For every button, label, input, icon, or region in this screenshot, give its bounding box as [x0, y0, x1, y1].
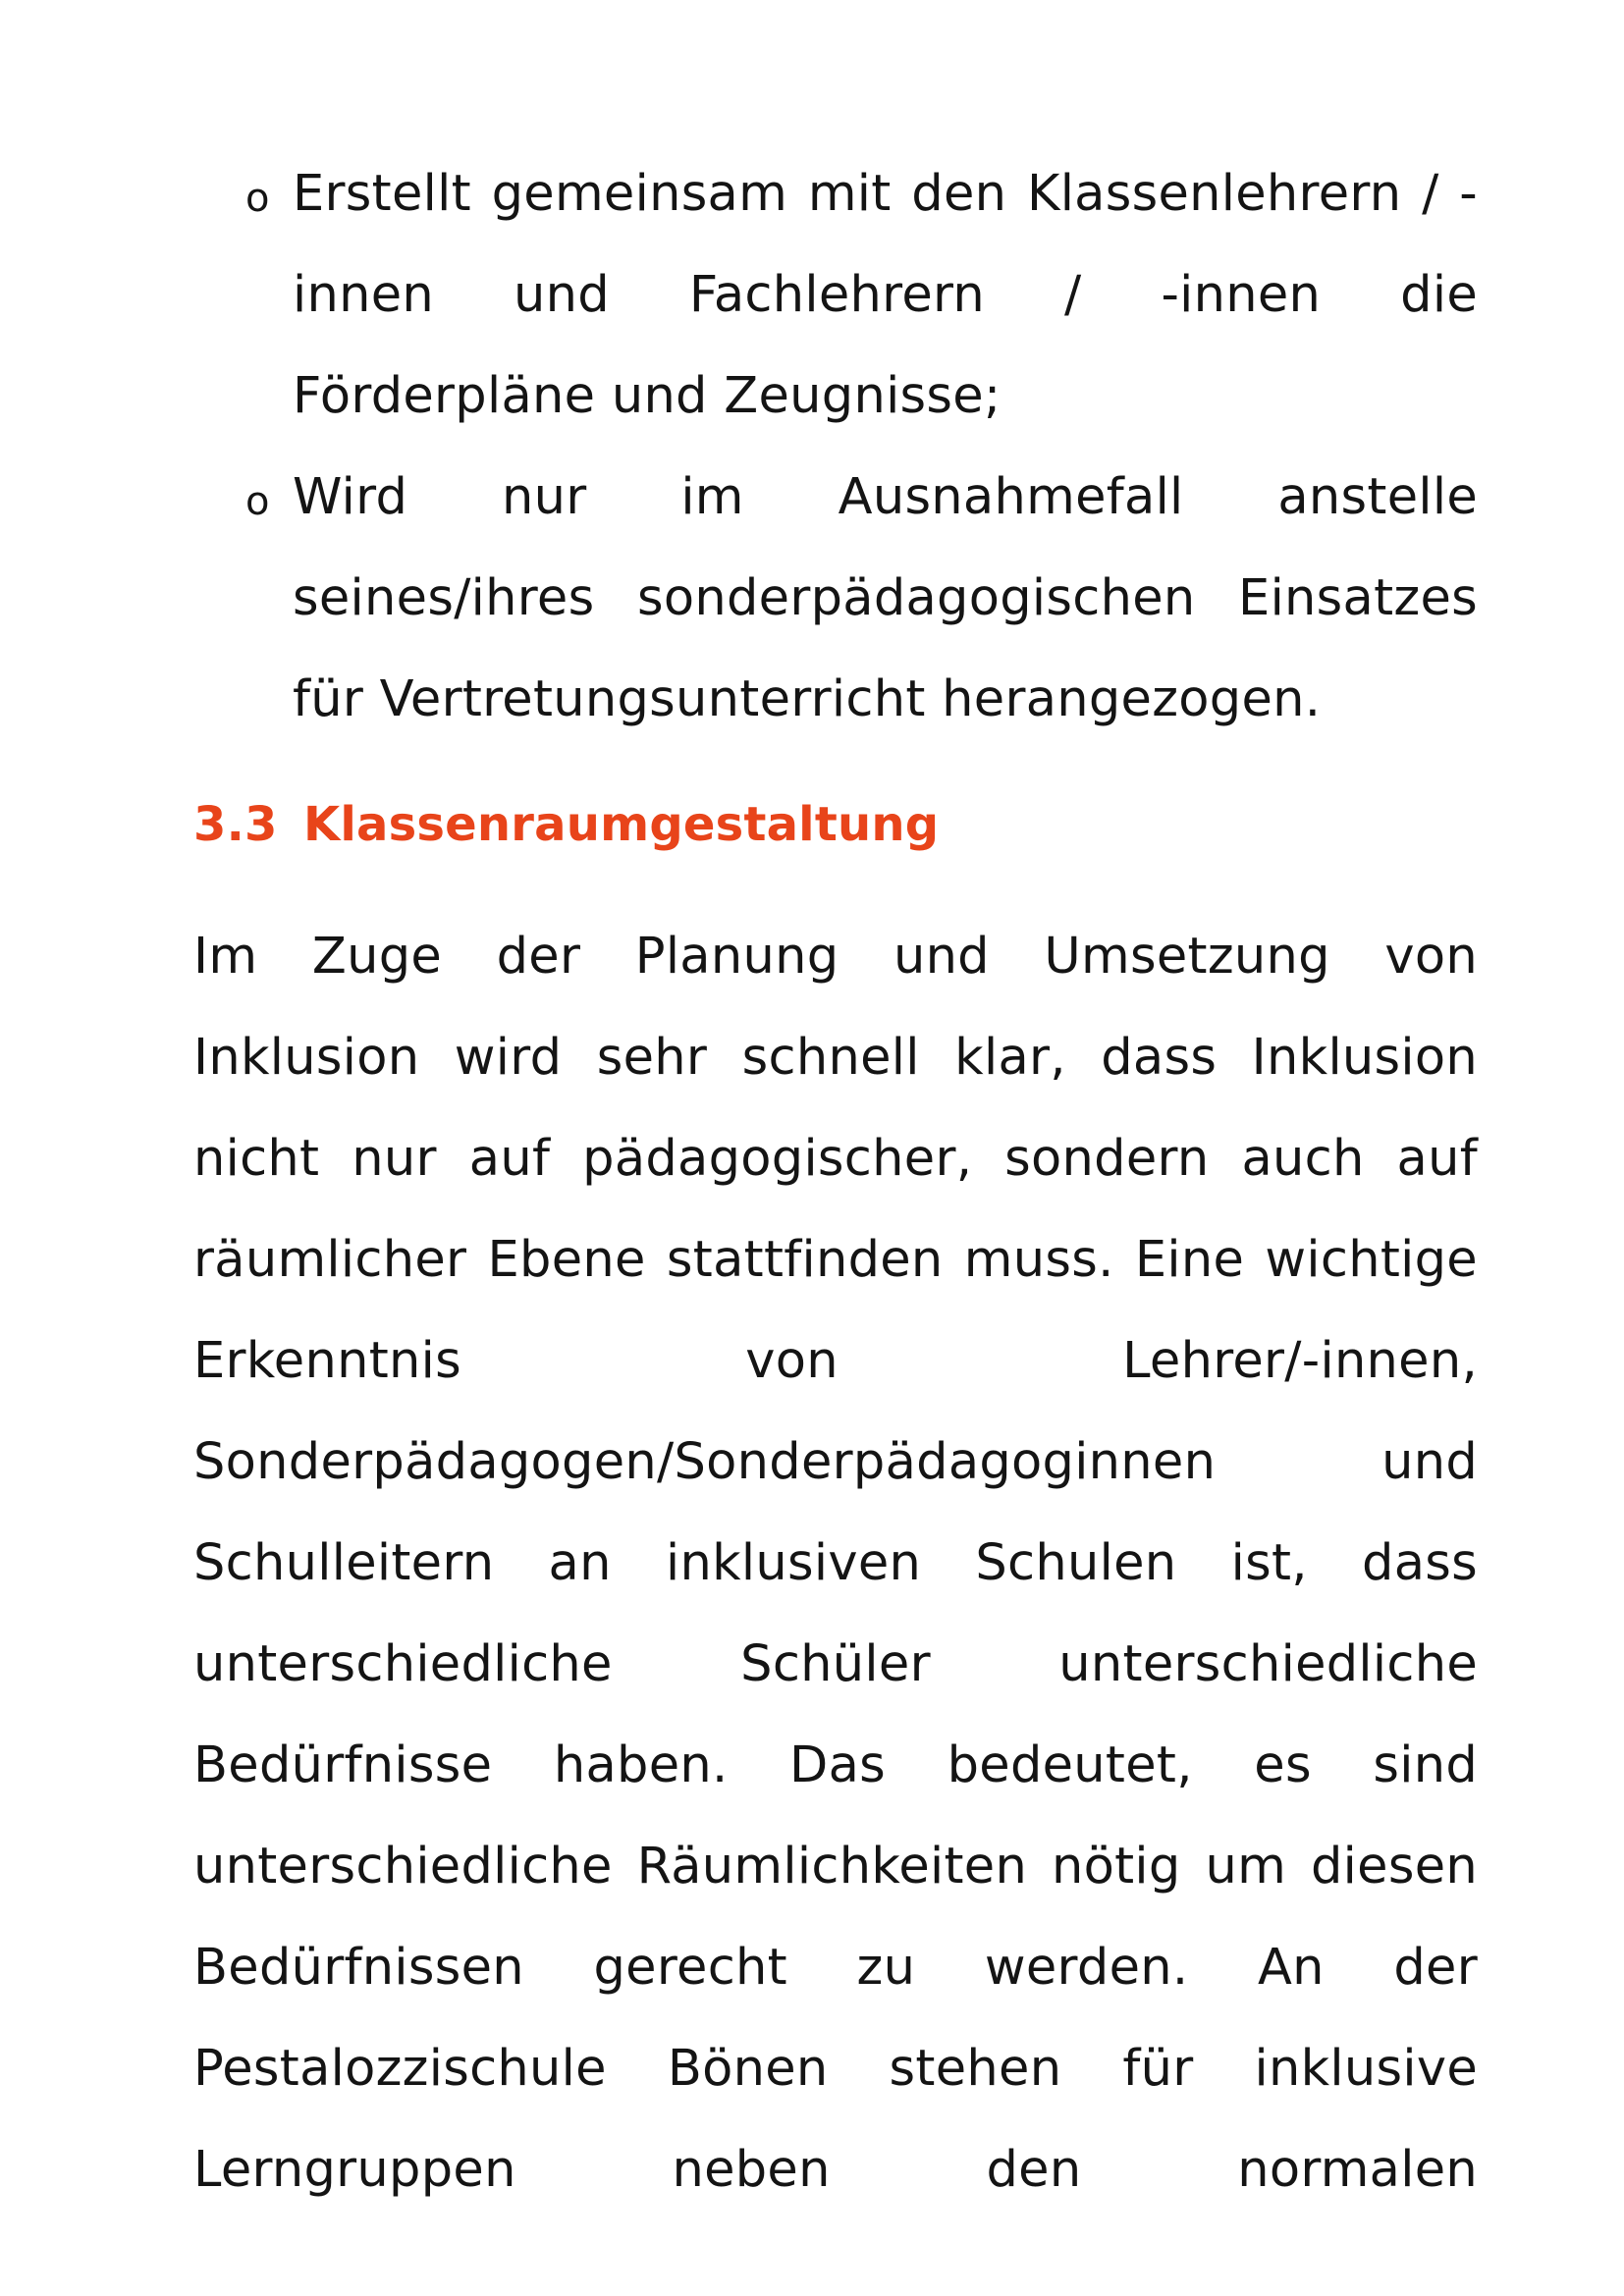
list-item-text: Wird nur im Ausnahmefall anstelle seines/ihres sonderpädagogischen Einsatzes für Vertretungsunterricht herangezogen.	[293, 468, 1478, 728]
body-paragraph: Im Zuge der Planung und Umsetzung von Inklusion wird sehr schnell klar, dass Inklusion nicht nur auf pädagogischer, sondern auch auf räumlicher Ebene stattfinden muss. Eine wichtige Erkenntnis von Lehrer/-innen, Sonderpädagogen/Sonderpädagoginnen und Schulleitern an inklusiven Schulen ist, dass unterschiedliche Schüler unterschiedliche Bedürfnisse haben. Das bedeutet, es sind unterschiedliche Räumlichkeiten nötig um diesen Bedürfnissen gerecht zu werden. An der Pestalozzischule Bönen stehen für inklusive Lerngruppen neben den normalen	[193, 928, 1478, 2199]
list-item	[245, 447, 1478, 750]
list-item-text: Erstellt gemeinsam mit den Klassenlehrern / -innen und Fachlehrern / -innen die Förderpläne und Zeugnisse;	[293, 165, 1478, 425]
section-number: 3.3	[193, 797, 278, 852]
circle-bullet-icon: o	[245, 176, 270, 221]
circle-bullet-icon: o	[245, 479, 270, 524]
section-heading	[193, 775, 939, 874]
list-item	[245, 143, 1478, 447]
bullet-list	[245, 143, 1478, 750]
section-title: Klassenraumgestaltung	[303, 797, 940, 852]
